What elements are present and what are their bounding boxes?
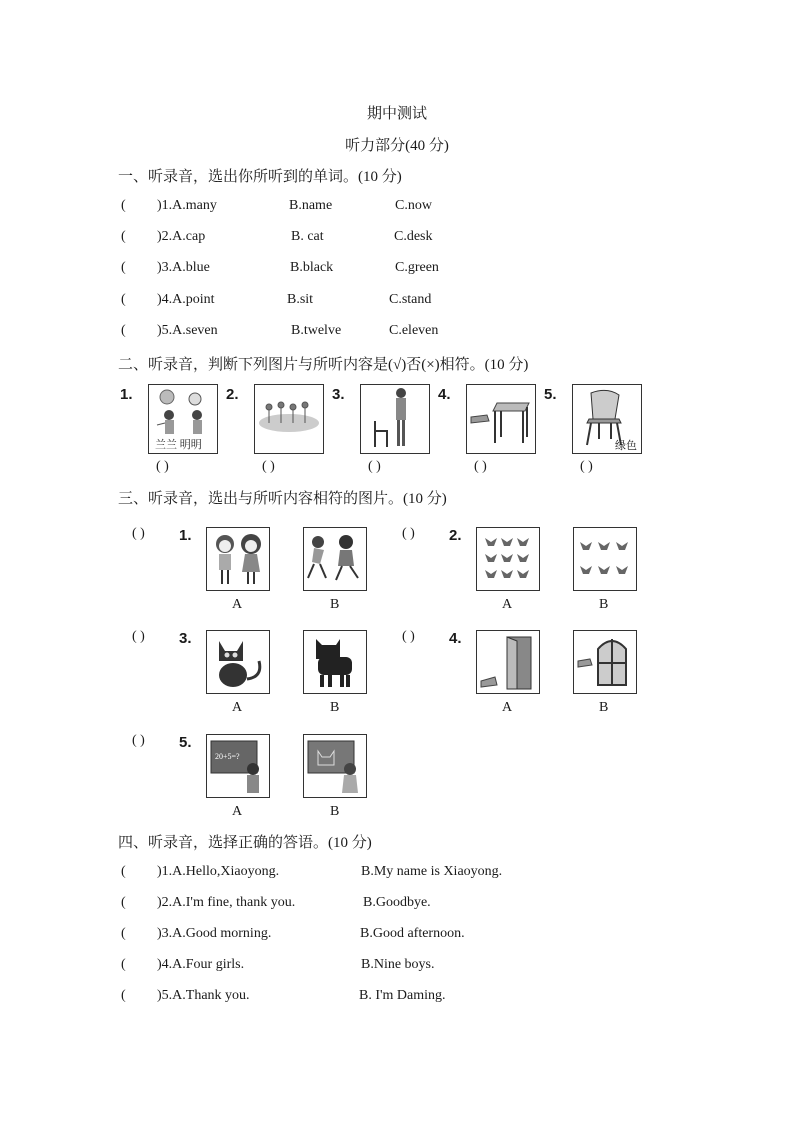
section3-heading: 三、听录音，选出与所听内容相符的图片。(10 分) (118, 491, 447, 507)
question-number: 5. (179, 734, 192, 751)
option-b: B.sit (287, 292, 314, 307)
section1-heading: 一、听录音，选出你所听到的单词。(10 分) (118, 169, 402, 185)
question-number: 4. (449, 630, 462, 647)
option-label-a: A (502, 700, 513, 715)
option-a: )2.A.cap (157, 229, 206, 244)
option-label-a: A (232, 700, 243, 715)
question-number: 1. (179, 527, 192, 544)
option-b: B.Good afternoon. (360, 926, 465, 941)
option-label-b: B (599, 700, 609, 715)
picture-desk-hand (466, 384, 536, 454)
option-label-b: B (330, 700, 340, 715)
answer-paren[interactable]: ( (121, 864, 126, 879)
answer-blank[interactable]: ( ) (580, 459, 593, 474)
answer-blank[interactable]: ( ) (368, 459, 381, 474)
question-number: 3. (179, 630, 192, 647)
question-number: 5. (544, 386, 557, 403)
option-a: )3.A.blue (157, 260, 210, 275)
picture-door (476, 630, 540, 694)
picture-boy-chair (360, 384, 430, 454)
answer-blank[interactable]: ( ) (132, 629, 145, 644)
answer-paren[interactable]: ( (121, 260, 126, 275)
question-number: 1. (120, 386, 133, 403)
picture-dog (303, 630, 367, 694)
option-b: B. cat (291, 229, 324, 244)
picture-cat-board (303, 734, 367, 798)
picture-flowers (254, 384, 324, 454)
option-c: C.stand (389, 292, 432, 307)
picture-color-label: 绿色 (615, 440, 637, 452)
answer-blank[interactable]: ( ) (262, 459, 275, 474)
option-a: )4.A.Four girls. (157, 957, 245, 972)
picture-boy-girl (206, 527, 270, 591)
option-label-a: A (232, 804, 243, 819)
option-a: )1.A.many (157, 198, 217, 213)
answer-paren[interactable]: ( (121, 323, 126, 338)
page-title: 期中测试 (366, 106, 427, 122)
option-a: )2.A.I'm fine, thank you. (157, 895, 296, 910)
answer-paren[interactable]: ( (121, 988, 126, 1003)
answer-blank[interactable]: ( ) (132, 526, 145, 541)
picture-nine-birds (476, 527, 540, 591)
picture-math-board (206, 734, 270, 798)
option-a: )1.A.Hello,Xiaoyong. (157, 864, 280, 879)
picture-kids-playing (303, 527, 367, 591)
option-b: B.My name is Xiaoyong. (361, 864, 503, 879)
question-number: 4. (438, 386, 451, 403)
board-text: 20+5=? (215, 752, 240, 761)
answer-blank[interactable]: ( ) (402, 629, 415, 644)
answer-blank[interactable]: ( ) (402, 526, 415, 541)
option-b: B.Goodbye. (363, 895, 431, 910)
option-c: C.desk (394, 229, 433, 244)
picture-name-label: 兰兰 明明 (155, 439, 202, 451)
answer-paren[interactable]: ( (121, 198, 126, 213)
question-number: 2. (449, 527, 462, 544)
option-label-b: B (599, 597, 609, 612)
option-b: B.black (290, 260, 334, 275)
picture-six-birds (573, 527, 637, 591)
option-b: B.name (289, 198, 333, 213)
answer-blank[interactable]: ( ) (132, 733, 145, 748)
option-label-b: B (330, 597, 340, 612)
answer-paren[interactable]: ( (121, 229, 126, 244)
option-a: )5.A.seven (157, 323, 218, 338)
option-c: C.now (395, 198, 432, 213)
option-c: C.green (395, 260, 439, 275)
question-number: 2. (226, 386, 239, 403)
picture-window (573, 630, 637, 694)
option-a: )3.A.Good morning. (157, 926, 272, 941)
option-c: C.eleven (389, 323, 439, 338)
option-a: )4.A.point (157, 292, 215, 307)
answer-blank[interactable]: ( ) (474, 459, 487, 474)
section4-heading: 四、听录音，选择正确的答语。(10 分) (118, 835, 372, 851)
answer-paren[interactable]: ( (121, 926, 126, 941)
picture-cat (206, 630, 270, 694)
option-a: )5.A.Thank you. (157, 988, 250, 1003)
picture-chair-green (572, 384, 642, 454)
option-b: B.Nine boys. (361, 957, 435, 972)
option-b: B.twelve (291, 323, 342, 338)
section2-heading: 二、听录音，判断下列图片与所听内容是(√)否(×)相符。(10 分) (118, 357, 529, 373)
option-label-a: A (232, 597, 243, 612)
answer-paren[interactable]: ( (121, 895, 126, 910)
page-subtitle: 听力部分(40 分) (345, 138, 449, 154)
answer-blank[interactable]: ( ) (156, 459, 169, 474)
question-number: 3. (332, 386, 345, 403)
option-b: B. I'm Daming. (359, 988, 446, 1003)
answer-paren[interactable]: ( (121, 292, 126, 307)
answer-paren[interactable]: ( (121, 957, 126, 972)
picture-kids-sun (148, 384, 218, 454)
option-label-b: B (330, 804, 340, 819)
option-label-a: A (502, 597, 513, 612)
